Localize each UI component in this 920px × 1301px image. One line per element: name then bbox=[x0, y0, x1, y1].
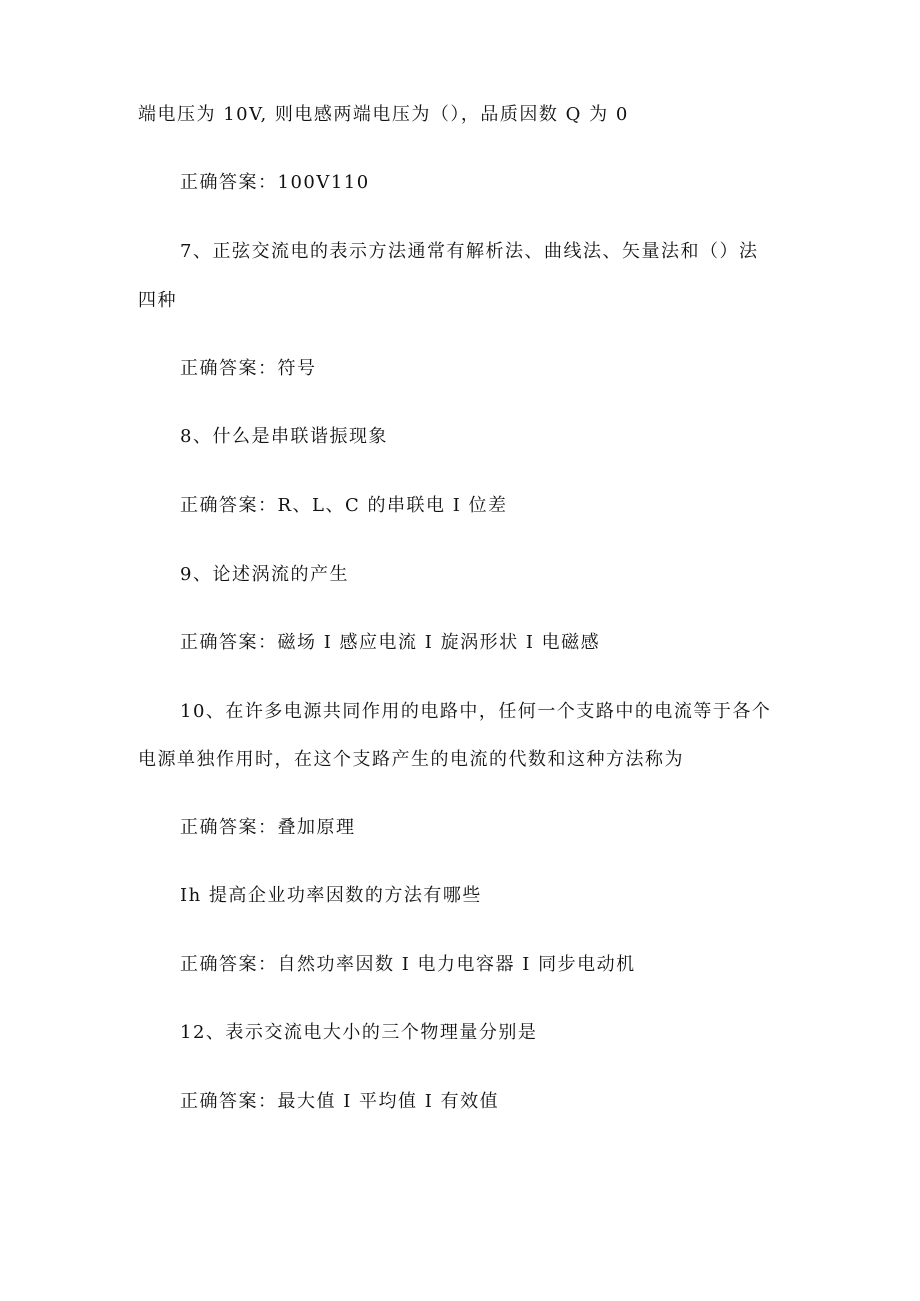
question-6-continuation: 端电压为 10V, 则电感两端电压为（），品质因数 Q 为 0 bbox=[138, 104, 629, 125]
answer-8: 正确答案：R、L、C 的串联电 I 位差 bbox=[180, 495, 508, 516]
question-10: 10、在许多电源共同作用的电路中，任何一个支路中的电流等于各个 bbox=[180, 701, 772, 722]
answer-11: 正确答案：自然功率因数 I 电力电容器 I 同步电动机 bbox=[180, 954, 636, 975]
question-8: 8、什么是串联谐振现象 bbox=[180, 426, 388, 447]
question-7-continuation: 四种 bbox=[138, 290, 177, 311]
question-9: 9、论述涡流的产生 bbox=[180, 564, 349, 585]
question-12: 12、表示交流电大小的三个物理量分别是 bbox=[180, 1022, 538, 1043]
question-11: Ih 提高企业功率因数的方法有哪些 bbox=[180, 885, 482, 906]
answer-7: 正确答案：符号 bbox=[180, 358, 317, 379]
answer-6: 正确答案：100V110 bbox=[180, 172, 370, 193]
question-10-continuation: 电源单独作用时，在这个支路产生的电流的代数和这种方法称为 bbox=[138, 749, 684, 770]
answer-9: 正确答案：磁场 I 感应电流 I 旋涡形状 I 电磁感 bbox=[180, 632, 601, 653]
answer-10: 正确答案：叠加原理 bbox=[180, 817, 356, 838]
question-7: 7、正弦交流电的表示方法通常有解析法、曲线法、矢量法和（）法 bbox=[180, 241, 759, 262]
answer-12: 正确答案：最大值 I 平均值 I 有效值 bbox=[180, 1091, 500, 1112]
